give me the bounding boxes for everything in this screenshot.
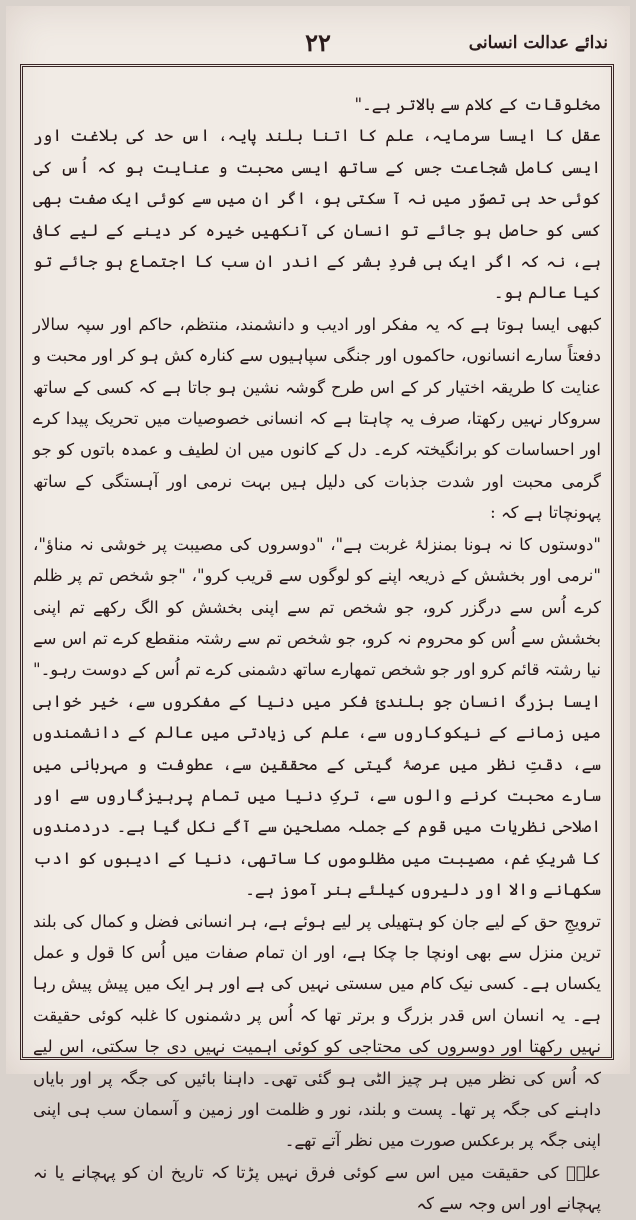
body-text bbox=[33, 89, 601, 1214]
book-page bbox=[6, 6, 630, 1214]
text-frame bbox=[20, 64, 614, 1214]
paragraph: عقل کا ایسا سرمایہ، علم کا اتنا بلند پایہ، اس حد کی بلاغت اور ایسی کامل شجاعت جس کے ساتھ ایسی محبت و عنایت ہو کہ اُس کی کوئی حد ہی تصوّر میں نہ آ سکتی ہو، اگر ان میں سے کوئی ایک صفت بھی کسی کو حاصل ہو جائے تو انسان کی آنکھیں خیرہ کر دینے کے لیے کافی ہے، نہ کہ اگر ایک ہی فردِ بشر کے اندر ان سب کا اجتماع ہو جائے تو کیا عالم ہو۔ bbox=[33, 126, 601, 303]
paragraph: مخلوقات کے کلام سے بالاتر ہے۔" bbox=[354, 95, 601, 114]
running-title: ندائے عدالت انسانی bbox=[468, 33, 608, 53]
paragraph: ایسا بزرگ انسان جو بلندیٔ فکر میں دنیا کے مفکروں سے، خیر خواہی میں زمانے کے نیکوکاروں سے، علم کی زیادتی میں عالم کے دانشمندوں سے، دقتِ نظر میں عرصۂ گیتی کے محققین سے، عطوفت و مہربانی میں سارے محبت کرنے والوں سے، ترکِ دنیا میں تمام پرہیزگاروں سے اور اصلاحی نظریات میں قوم کے جملہ مصلحین سے آگے نکل گیا ہے۔ دردمندوں کا شریکِ غم، مصیبت میں مظلوموں کا ساتھی، دنیا کے ادیبوں کو ادب سکھانے والا اور دلیروں کیلئے ہنر آموز ہے۔ bbox=[33, 691, 601, 900]
paragraph: ترویجِ حق کے لیے جان کو ہتھیلی پر لیے ہوئے ہے، ہر انسانی فضل و کمال کی بلند ترین منزل سے بھی اونچا جا چکا ہے، اور ان تمام صفات میں اُس کا قول و عمل یکساں ہے۔ کسی نیک کام میں سستی نہیں کی ہے اور ہر ایک میں پیش پیش رہا ہے۔ یہ انسان اس قدر بزرگ و برتر تھا کہ اُس پر دشمنوں کا غلبہ کوئی حقیقت نہیں رکھتا اور دوسروں کی محتاجی کو کوئی اہمیت نہیں دی جا سکتی، اس لیے کہ اُس کی نظر میں ہر چیز الٹی ہو گئی تھی۔ داہنا بائیں کی جگہ پر اور بایاں داہنے کی جگہ پر تھا۔ پست و بلند، نور و ظلمت اور زمین و آسمان سب ہی اپنی اپنی جگہ پر برعکس صورت میں نظر آتے تھے۔ bbox=[33, 911, 601, 1151]
paragraph: کبھی ایسا ہوتا ہے کہ یہ مفکر اور ادیب و دانشمند، منتظم، حاکم اور سپہ سالار دفعتاً سارے انسانوں، حاکموں اور جنگی سپاہیوں سے کنارہ کش ہو کر اور محبت و عنایت کا طریقہ اختیار کر کے اس طرح گوشہ نشین ہو جاتا ہے کہ کسی کے ساتھ سروکار نہیں رکھتا، صرف یہ چاہتا ہے کہ انسانی خصوصیات میں تحریک پیدا کرے اور احساسات کو برانگیختہ کرے۔ دل کے کانوں میں ان لطیف و عمدہ باتوں کو جو گرمی محبت اور شدت جذبات کی دلیل ہیں بہت نرمی اور آہستگی کے ساتھ پہونچاتا ہے کہ : bbox=[33, 314, 601, 523]
page-number: ۲۲ bbox=[305, 28, 331, 57]
paragraph: "دوستوں کا نہ ہونا بمنزلۂ غربت ہے"، "دوسروں کی مصیبت پر خوشی نہ مناؤ"، "نرمی اور بخشش کے ذریعہ اپنے کو لوگوں سے قریب کرو"، "جو شخص تم پر ظلم کرے اُس سے درگزر کرو، جو شخص تم سے اپنی بخشش کو الگ رکھے تم اپنی بخشش سے اُس کو محروم نہ کرو، جو شخص تم سے رشتہ منقطع کرے تم اس سے نیا رشتہ قائم کرو اور جو شخص تمھارے ساتھ دشمنی کرے تم اُس کے دوست رہو۔" bbox=[33, 534, 601, 680]
page-header bbox=[20, 28, 616, 62]
paragraph: علیؑ کی حقیقت میں اس سے کوئی فرق نہیں پڑتا کہ تاریخ ان کو پہچانے یا نہ پہچانے اور اس وجہ سے کہ bbox=[33, 1162, 601, 1214]
